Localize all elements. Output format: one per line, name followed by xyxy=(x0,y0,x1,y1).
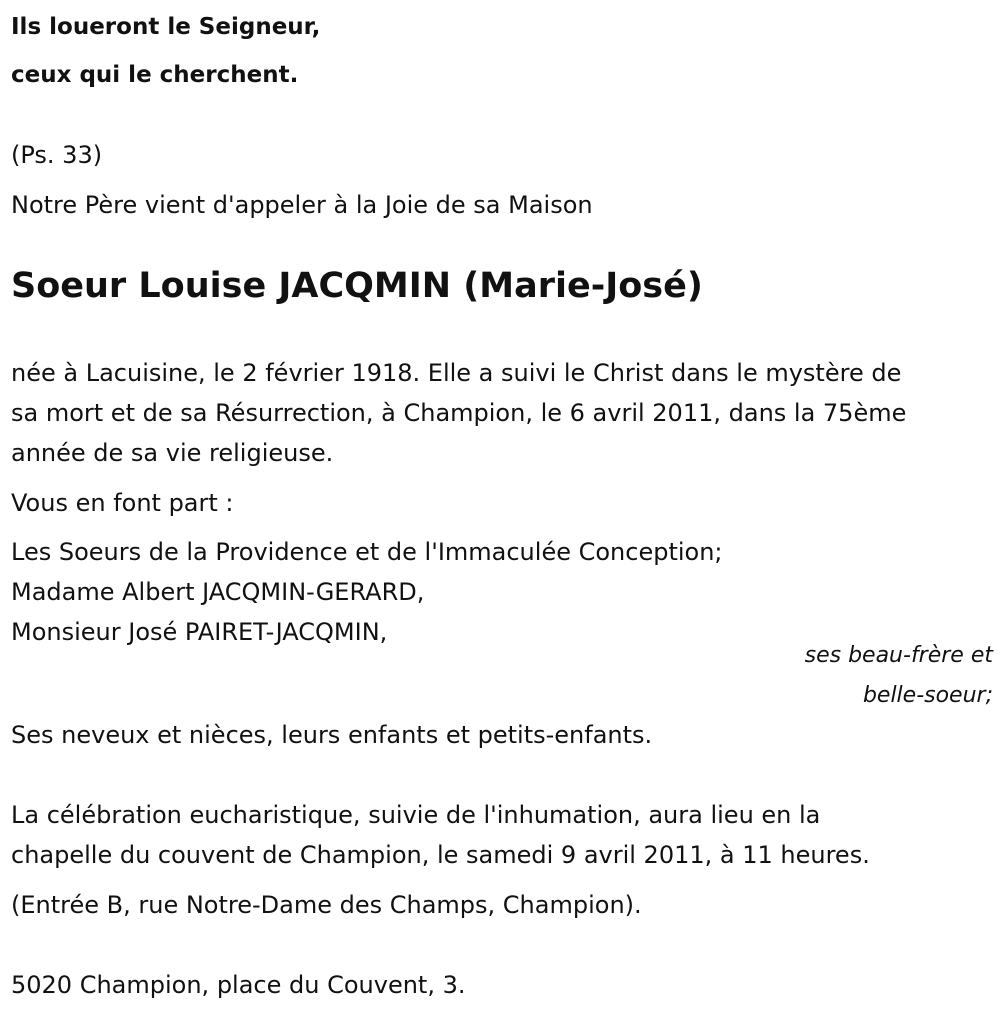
relation-line-1: ses beau-frère et xyxy=(804,643,993,668)
bio-line-2: sa mort et de sa Résurrection, à Champion, le 6 avril 2011, dans la 75ème xyxy=(11,399,907,427)
bio-line-3: année de sa vie religieuse. xyxy=(11,439,334,467)
epigraph-line-2: ceux qui le cherchent. xyxy=(11,62,299,88)
intro-text: Notre Père vient d'appeler à la Joie de sa Maison xyxy=(11,191,593,219)
announce-label: Vous en font part : xyxy=(11,489,234,517)
descendants-text: Ses neveux et nièces, leurs enfants et petits-enfants. xyxy=(11,721,653,749)
ceremony-line-1: La célébration eucharistique, suivie de l'inhumation, aura lieu en la xyxy=(11,801,821,829)
psalm-reference: (Ps. 33) xyxy=(11,141,103,169)
bio-line-1: née à Lacuisine, le 2 février 1918. Elle a suivi le Christ dans le mystère de xyxy=(11,359,902,387)
deceased-name: Soeur Louise JACQMIN (Marie-José) xyxy=(11,266,703,306)
ceremony-line-2: chapelle du couvent de Champion, le samedi 9 avril 2011, à 11 heures. xyxy=(11,841,870,869)
relation-line-2: belle-soeur; xyxy=(862,683,993,708)
epigraph-line-1: Ils loueront le Seigneur, xyxy=(11,14,321,40)
entrance-text: (Entrée B, rue Notre-Dame des Champs, Champion). xyxy=(11,891,642,919)
family-line-2: Madame Albert JACQMIN-GERARD, xyxy=(11,578,425,606)
family-line-3: Monsieur José PAIRET-JACQMIN, xyxy=(11,618,388,646)
address-text: 5020 Champion, place du Couvent, 3. xyxy=(11,971,466,999)
family-line-1: Les Soeurs de la Providence et de l'Immaculée Conception; xyxy=(11,538,723,566)
